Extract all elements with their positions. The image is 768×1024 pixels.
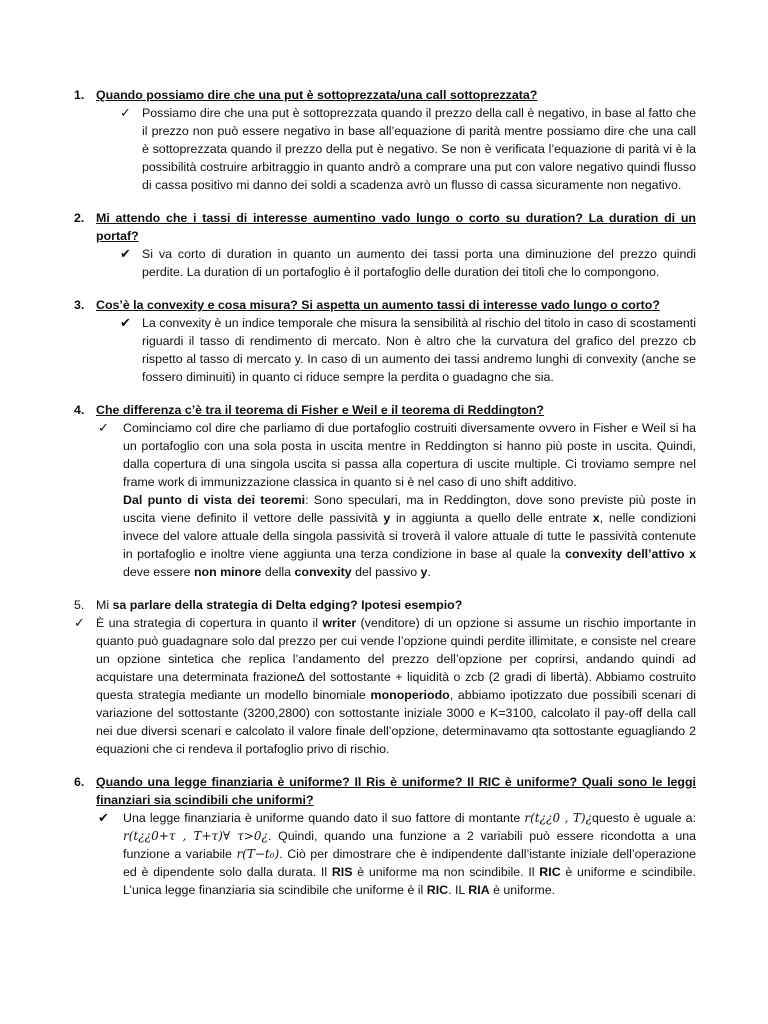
text-run: Una legge finanziaria è uniforme quando dato il suo fattore di montante (123, 811, 525, 825)
question-text: Quando possiamo dire che una put è sottoprezzata/una call sottoprezzata? (96, 88, 538, 102)
answer-2 (72, 245, 696, 281)
bold-term: RIC (426, 883, 449, 897)
answer-text: Possiamo dire che una put è sottoprezzata quando il prezzo della call è negativo, in base al fatto che il prezzo non può essere negativo in base all’equazione di parità mentre possiamo dire che una call è sottoprezzata quando il prezzo della put è negativo. Se non è verificata l’equazione di parità vi è la possibilità costruire arbitraggio in quanto andrò a comprare una put con valore negativo quindi flusso di cassa positivo mi danno dei soldi a scadenza avrò un flusso di cassa sicuramente non negativo. (142, 106, 696, 192)
bold-term: y (420, 565, 428, 579)
text-run: . Quindi, quando una funzione a 2 variabili può essere ricondotta a una funzione a variabile (123, 829, 697, 861)
math-formula: r(T−t₀) (236, 847, 280, 861)
answer-3 (72, 314, 696, 386)
question-number: 5. (74, 598, 85, 612)
question-block-5 (72, 596, 696, 758)
question-text: Cos’è la convexity e cosa misura? Si aspetta un aumento tassi di interesse vado lungo o corto? (96, 298, 660, 312)
text-run: deve essere (123, 565, 194, 579)
question-number: 6. (74, 775, 85, 789)
checkmark-icon: ✓ (74, 615, 85, 630)
question-block-2 (72, 209, 696, 281)
checkmark-icon: ✔ (120, 315, 131, 330)
text-run: della (261, 565, 295, 579)
question-heading-1 (72, 86, 696, 104)
text-run: del passivo (351, 565, 421, 579)
bold-term: RIS (331, 865, 353, 879)
answer-6 (72, 809, 696, 899)
question-number: 4. (74, 403, 85, 417)
text-run: è uniforme. (489, 883, 556, 897)
question-heading-4 (72, 401, 696, 419)
question-block-4 (72, 401, 696, 581)
question-heading-2 (72, 209, 696, 245)
text-run: . Ciò per dimostrare che è indipendente dall’istante iniziale dell’operazione ed è dipendente solo dalla durata. Il (123, 847, 696, 879)
text-run: questo è uguale a: (592, 811, 697, 825)
bold-term: y (383, 511, 391, 525)
bold-term: RIA (468, 883, 490, 897)
question-text-plain: Mi (96, 598, 113, 612)
math-formula: r(t¿¿0+τ , T+τ)∀ τ>0¿ (123, 829, 268, 843)
text-run: (venditore) di un opzione si assume un rischio importante in quanto può guadagnare solo dal prezzo per cui vende l’opzione quindi perdite illimitate, e consiste nel creare un opzione sintetica che replica l’andamento del prezzo dell’opzione per coprirsi, andando quindi ad acquistare una determinata frazione∆ del sottostante + liquidità o zcb (2 gradi di libertà). Abbiamo costruito questa strategia mediante un modello binomiale (96, 616, 696, 702)
answer-1 (72, 104, 696, 194)
answer-text (123, 809, 696, 899)
text-run: . (427, 565, 431, 579)
checkmark-icon: ✔ (120, 246, 131, 261)
answer-paragraph-2 (123, 491, 696, 581)
checkmark-icon: ✓ (98, 420, 109, 435)
text-run: . IL (448, 883, 469, 897)
question-number: 1. (74, 88, 85, 102)
answer-text: La convexity è un indice temporale che misura la sensibilità al rischio del titolo in caso di scostamenti riguardi il tasso di rendimento di mercato. Non è altro che la curvatura del grafico del prezzo cb rispetto al tasso di mercato y. In caso di un aumento dei tassi andremo lunghi di convexity (anche se fossero diminuiti) in quanto ci riduce sempre la perdita o guadagno che sia. (142, 316, 696, 384)
text-run: è uniforme ma non scindibile. Il (352, 865, 540, 879)
text-run: È una strategia di copertura in quanto il (96, 616, 323, 630)
question-heading-6 (72, 773, 696, 809)
question-text: Che differenza c’è tra il teorema di Fisher e Weil e il teorema di Reddington? (96, 403, 544, 417)
answer-text: Si va corto di duration in quanto un aumento dei tassi porta una diminuzione del prezzo quindi perdite. La duration di un portafoglio è il portafoglio delle duration dei titoli che lo compongono. (142, 247, 696, 279)
text-run: in aggiunta a quello delle entrate (390, 511, 593, 525)
answer-paragraph-1: Cominciamo col dire che parliamo di due portafoglio costruiti diversamente ovvero in Fisher e Weil si ha un portafoglio con una sola posta in uscita mentre in Reddington si hanno più poste in uscita. Quindi, dalla copertura di una singola uscita si passa alla copertura di uscite multiple. Ci troviamo sempre nel frame work di immunizzazione classica in quanto si è nel caso di uno shift additivo. (123, 421, 696, 489)
answer-5 (72, 614, 696, 758)
question-block-6 (72, 773, 696, 899)
text-run: , abbiamo ipotizzato due possibili scenari di variazione del sottostante (3200,2800) con sottostante iniziale 3000 e K=3100, calcolato il pay-off della call nei due diversi scenari e calcolato il valore finale dell’opzione, determinavamo qta sottostante eguagliando 2 equazioni che ci rendeva il portafoglio privo di rischio. (96, 688, 696, 756)
bold-term: writer (322, 616, 357, 630)
checkmark-icon: ✔ (98, 810, 109, 825)
text-run: è uniforme e scindibile. L’unica legge finanziaria sia scindibile che uniforme è il (123, 865, 697, 897)
bold-term: Dal punto di vista dei teoremi (123, 493, 306, 507)
question-text: Quando una legge finanziaria è uniforme? Il Ris è uniforme? Il RIC è uniforme? Quali sono le leggi finanziari sia scindibili che uniformi? (96, 775, 696, 807)
question-block-1 (72, 86, 696, 194)
answer-text (96, 614, 696, 758)
answer-4 (72, 419, 696, 581)
checkmark-icon: ✓ (120, 105, 131, 120)
bold-term: RIC (539, 865, 561, 879)
bold-term: convexity dell’attivo x (565, 547, 696, 561)
bold-term: x (592, 511, 600, 525)
question-text: sa parlare della strategia di Delta edging? Ipotesi esempio? (112, 598, 463, 612)
question-block-3 (72, 296, 696, 386)
bold-term: convexity (294, 565, 352, 579)
question-number: 2. (74, 211, 85, 225)
question-heading-3 (72, 296, 696, 314)
bold-term: monoperiodo (370, 688, 450, 702)
bold-term: non minore (193, 565, 262, 579)
math-formula: r(t¿¿0 , T)¿ (524, 811, 593, 825)
question-text: Mi attendo che i tassi di interesse aumentino vado lungo o corto su duration? La duration di un portaf? (96, 211, 696, 243)
text-run: , nelle condizioni invece del valore attuale della singola passività si troverà il valore attuale di tutte le passività contenute in portafoglio e inoltre viene aggiunta una terza condizione in base al quale la (123, 511, 696, 561)
question-heading-5 (72, 596, 696, 614)
question-number: 3. (74, 298, 85, 312)
text-run: : Sono speculari, ma in Reddington, dove sono previste più poste in uscita viene definito il vettore delle passività (123, 493, 696, 525)
